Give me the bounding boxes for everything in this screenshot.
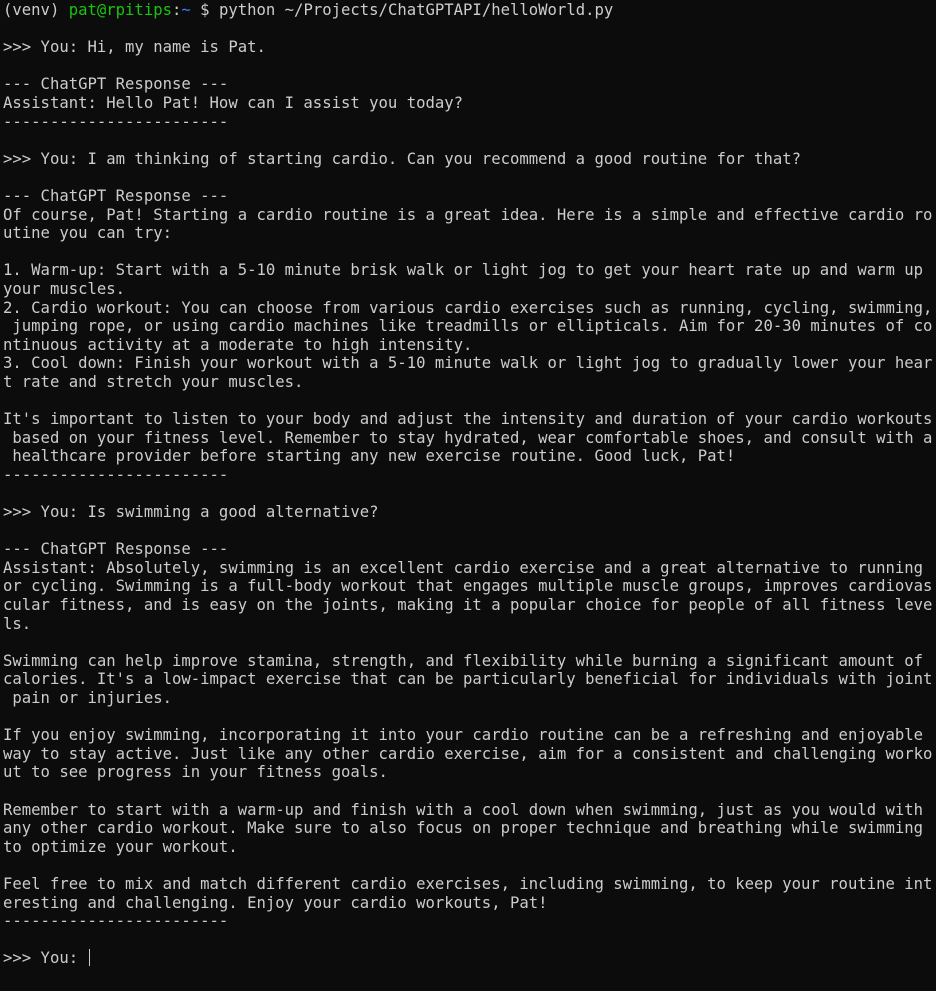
output-line (3, 931, 936, 950)
output-line (3, 168, 936, 187)
output-line (3, 782, 936, 801)
terminal-output (3, 20, 936, 950)
output-line: any other cardio workout. Make sure to also focus on proper technique and breathing while swimming (3, 819, 924, 838)
terminal-window[interactable] (3, 1, 936, 991)
output-line: jumping rope, or using cardio machines like treadmills or ellipticals. Aim for 20-30 minutes of co (3, 317, 933, 336)
output-line: >>> You: I am thinking of starting cardio. Can you recommend a good routine for that? (3, 149, 801, 168)
output-line: Assistant: Hello Pat! How can I assist you today? (3, 93, 464, 112)
output-line: pain or injuries. (3, 688, 172, 707)
output-line: --- ChatGPT Response --- (3, 75, 229, 94)
prompt-colon: : (172, 1, 182, 19)
shell-command: python ~/Projects/ChatGPTAPI/helloWorld.py (218, 1, 614, 19)
output-line (3, 522, 936, 541)
user-host: pat@rpitips (68, 1, 172, 19)
output-line: based on your fitness level. Remember to stay hydrated, wear comfortable shoes, and consult with a (3, 428, 933, 447)
output-line: Remember to start with a warm-up and finish with a cool down when swimming, just as you would with (3, 800, 924, 819)
output-line: healthcare provider before starting any new exercise routine. Good luck, Pat! (3, 447, 736, 466)
output-line: --- ChatGPT Response --- (3, 186, 229, 205)
output-line: 3. Cool down: Finish your workout with a 5-10 minute walk or light jog to gradually lower your hear (3, 354, 933, 373)
output-line: utine you can try: (3, 224, 172, 243)
output-line: Assistant: Absolutely, swimming is an excellent cardio exercise and a great alternative to running (3, 558, 924, 577)
output-line: Of course, Pat! Starting a cardio routine is a great idea. Here is a simple and effective cardio ro (3, 205, 933, 224)
output-line (3, 484, 936, 503)
output-line: ut to see progress in your fitness goals. (3, 763, 388, 782)
chat-input-prompt: >>> You: (3, 949, 88, 968)
output-line: ------------------------ (3, 112, 229, 131)
output-line: cular fitness, and is easy on the joints, making it a popular choice for people of all fitness leve (3, 596, 933, 614)
output-line: ------------------------ (3, 912, 229, 931)
output-line: 1. Warm-up: Start with a 5-10 minute brisk walk or light jog to get your heart rate up and warm up (3, 261, 924, 280)
output-line (3, 243, 936, 262)
output-line: ls. (3, 614, 32, 633)
output-line: >>> You: Is swimming a good alternative? (3, 503, 379, 522)
output-line: --- ChatGPT Response --- (3, 540, 229, 559)
output-line (3, 391, 936, 410)
prompt-dollar: $ (190, 1, 219, 19)
output-line: It's important to listen to your body and adjust the intensity and duration of your cardio workouts (3, 410, 933, 429)
output-line (3, 856, 936, 875)
output-line: to optimize your workout. (3, 837, 238, 856)
output-line: or cycling. Swimming is a full-body workout that engages multiple muscle groups, improves cardiovas (3, 577, 933, 596)
output-line (3, 131, 936, 150)
output-line: >>> You: Hi, my name is Pat. (3, 38, 266, 57)
current-path: ~ (181, 1, 191, 19)
output-line: way to stay active. Just like any other cardio exercise, aim for a consistent and challenging worko (3, 744, 933, 763)
output-line: If you enjoy swimming, incorporating it into your cardio routine can be a refreshing and enjoyable (3, 726, 924, 745)
output-line: t rate and stretch your muscles. (3, 372, 304, 391)
shell-prompt-line (3, 1, 936, 20)
output-line (3, 633, 936, 652)
output-line: your muscles. (3, 279, 126, 298)
output-line: eresting and challenging. Enjoy your cardio workouts, Pat! (3, 893, 548, 912)
output-line (3, 20, 936, 39)
output-line: Swimming can help improve stamina, strength, and flexibility while burning a significant amount of (3, 651, 924, 670)
output-line: ntinuous activity at a moderate to high intensity. (3, 335, 473, 354)
chat-input-line[interactable] (3, 949, 936, 968)
output-line: calories. It's a low-impact exercise that can be particularly beneficial for individuals with joint (3, 670, 933, 689)
output-line: ------------------------ (3, 465, 229, 484)
venv-label: (venv) (3, 1, 69, 19)
output-line (3, 708, 936, 727)
output-line: Feel free to mix and match different cardio exercises, including swimming, to keep your routine int (3, 874, 933, 893)
output-line (3, 57, 936, 76)
output-line: 2. Cardio workout: You can choose from various cardio exercises such as running, cycling, swimming, (3, 298, 933, 317)
text-cursor (89, 949, 90, 966)
